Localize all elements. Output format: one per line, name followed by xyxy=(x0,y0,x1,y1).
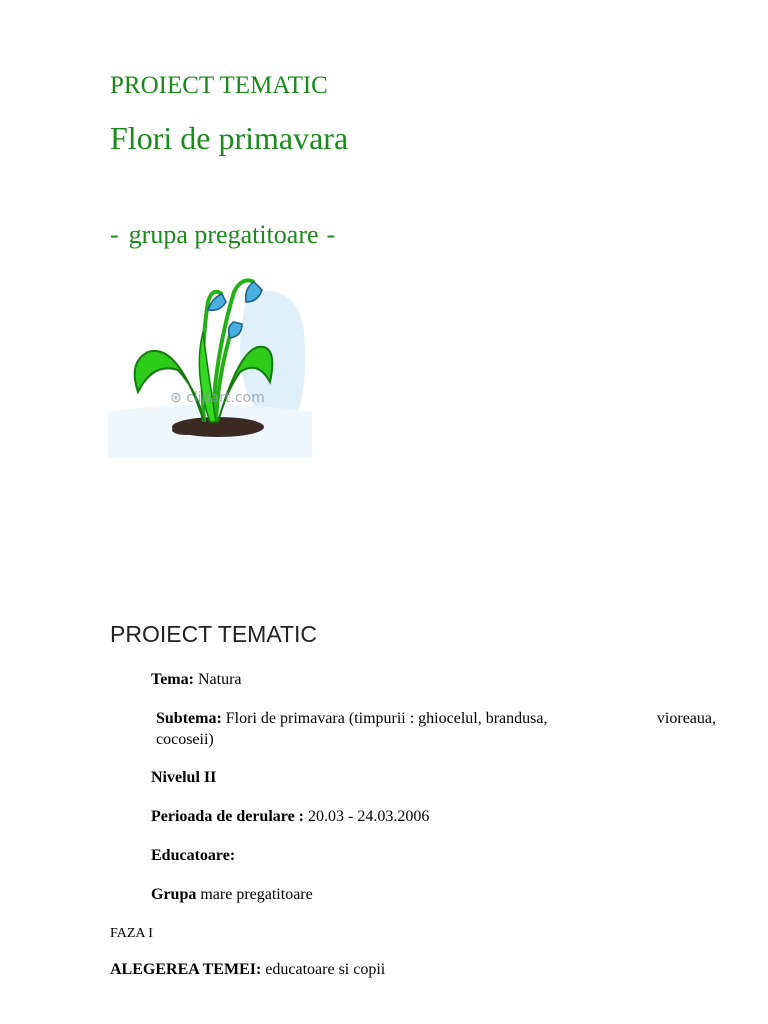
group-text: grupa pregatitoare xyxy=(128,220,319,249)
alegerea-value: educatoare si copii xyxy=(265,961,386,978)
page-title: Flori de primavara xyxy=(110,120,349,156)
petal-right xyxy=(229,322,242,338)
nivel-row xyxy=(151,767,216,788)
perioada-value: 20.03 - 24.03.2006 xyxy=(308,808,430,825)
dash-right: - xyxy=(326,220,336,249)
grupa-label: Grupa xyxy=(151,886,197,903)
subtema-value-2: vioreaua, xyxy=(656,710,716,727)
perioada-label: Perioada de derulare : xyxy=(151,808,305,825)
clipart-watermark: ⊛ clipart.com xyxy=(170,390,265,406)
subtema-row xyxy=(156,708,716,750)
subtema-value-3: cocoseii) xyxy=(156,731,214,748)
subtema-value-1: Flori de primavara (timpurii : ghiocelul, brandusa, xyxy=(225,710,548,727)
dash-left: - xyxy=(110,220,119,249)
tema-value: Natura xyxy=(197,671,242,688)
alegerea-row xyxy=(110,959,385,980)
perioada-row xyxy=(151,806,429,827)
group-subtitle xyxy=(110,220,335,250)
grupa-value: mare pregatitoare xyxy=(200,886,313,903)
snowdrop-flower-icon xyxy=(108,262,312,458)
faza-label: FAZA I xyxy=(110,926,153,941)
grupa-row xyxy=(151,884,313,905)
tema-row xyxy=(151,669,242,690)
tema-label: Tema: xyxy=(151,671,194,688)
project-label: PROIECT TEMATIC xyxy=(110,72,328,99)
nivel-label: Nivelul II xyxy=(151,769,217,786)
section-title: PROIECT TEMATIC xyxy=(110,621,318,647)
subtema-label: Subtema: xyxy=(156,710,222,727)
alegerea-label: ALEGEREA TEMEI: xyxy=(110,961,262,978)
educatoare-row xyxy=(151,845,235,866)
educatoare-label: Educatoare: xyxy=(151,847,236,864)
